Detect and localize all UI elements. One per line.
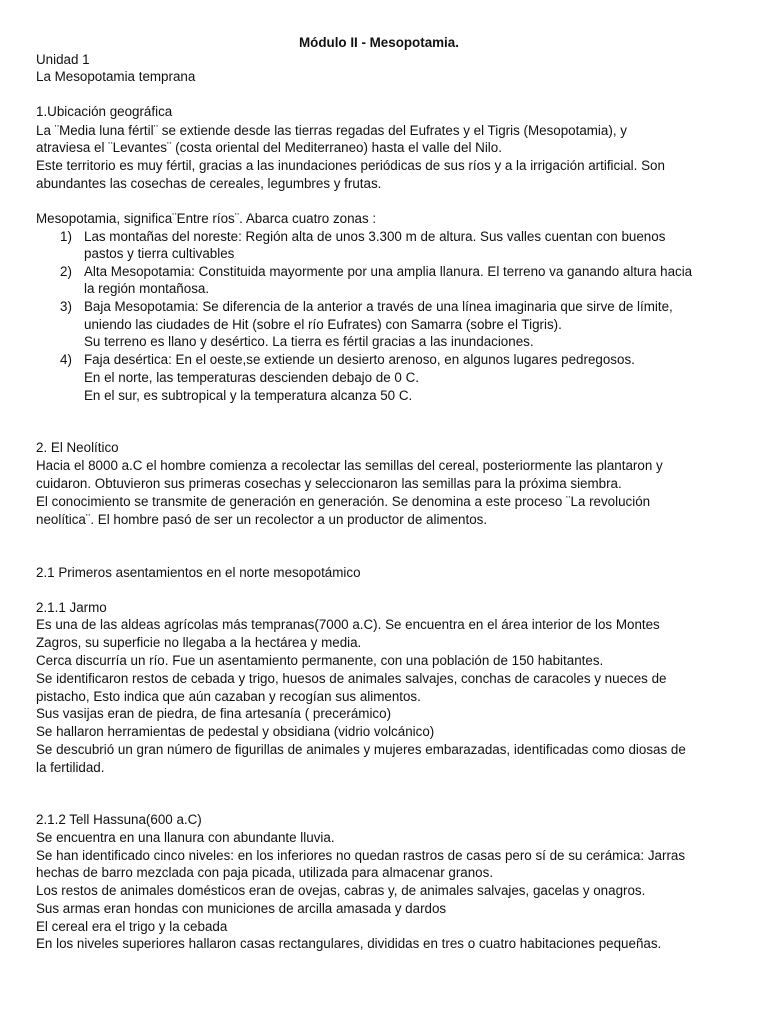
paragraph-line: cuidaron. Obtuvieron sus primeras cosechas y seleccionaron las semillas para la próxima siembra. <box>36 476 622 491</box>
paragraph-line: Se descubrió un gran número de figurillas de animales y mujeres embarazadas, identificadas como diosas de <box>36 742 686 757</box>
paragraph-line: Se hallaron herramientas de pedestal y obsidiana (vidrio volcánico) <box>36 724 435 739</box>
document-subtitle: La Mesopotamia temprana <box>36 69 196 84</box>
paragraph-line: Se identificaron restos de cebada y trigo, huesos de animales salvajes, conchas de caracoles y nueces de <box>36 671 667 686</box>
list-item-line: Las montañas del noreste: Región alta de unos 3.300 m de altura. Sus valles cuentan con buenos <box>84 229 666 244</box>
list-number: 1) <box>60 229 72 244</box>
paragraph-line: Se han identificado cinco niveles: en los inferiores no quedan rastros de casas pero sí de su cerámica: Jarras <box>36 848 686 863</box>
paragraph-line: Los restos de animales domésticos eran de ovejas, cabras y, de animales salvajes, gacelas y onagros. <box>36 883 646 898</box>
list-item-line: Faja desértica: En el oeste,se extiende un desierto arenoso, en algunos lugares pedregosos. <box>84 352 635 367</box>
list-item-line: Su terreno es llano y desértico. La tierra es fértil gracias a las inundaciones. <box>84 334 534 349</box>
section-heading: 2. El Neolítico <box>36 440 119 455</box>
paragraph-line: Zagros, su superficie no llegaba a la hectárea y media. <box>36 635 362 650</box>
document-title: Módulo II - Mesopotamia. <box>299 35 459 50</box>
paragraph-line: Sus vasijas eran de piedra, de fina artesanía ( precerámico) <box>36 706 392 721</box>
paragraph-line: En los niveles superiores hallaron casas rectangulares, divididas en tres o cuatro habitaciones pequeñas. <box>36 936 662 951</box>
list-number: 4) <box>60 352 72 367</box>
section-heading: 1.Ubicación geográfica <box>36 104 173 119</box>
paragraph-line: abundantes las cosechas de cereales, legumbres y frutas. <box>36 176 382 191</box>
paragraph-line: hechas de barro mezclada con paja picada, utilizada para almacenar granos. <box>36 865 494 880</box>
list-item-line: la región montañosa. <box>84 281 210 296</box>
paragraph-line: Mesopotamia, significa¨Entre ríos¨. Abarca cuatro zonas : <box>36 211 377 226</box>
unit-label: Unidad 1 <box>36 52 90 67</box>
paragraph-line: El conocimiento se transmite de generación en generación. Se denomina a este proceso ¨La revolución <box>36 494 651 509</box>
paragraph-line: Sus armas eran hondas con municiones de arcilla amasada y dardos <box>36 901 447 916</box>
paragraph-line: la fertilidad. <box>36 760 105 775</box>
list-number: 2) <box>60 264 72 279</box>
paragraph-line: Se encuentra en una llanura con abundante lluvia. <box>36 830 335 845</box>
paragraph-line: Es una de las aldeas agrícolas más tempranas(7000 a.C). Se encuentra en el área interior de los Montes <box>36 617 660 632</box>
paragraph-line: Cerca discurría un río. Fue un asentamiento permanente, con una población de 150 habitantes. <box>36 653 604 668</box>
paragraph-line: pistacho, Esto indica que aún cazaban y recogían sus alimentos. <box>36 689 421 704</box>
list-item-line: pastos y tierra cultivables <box>84 246 235 261</box>
list-item-line: uniendo las ciudades de Hit (sobre el río Eufrates) con Samarra (sobre el Tigris). <box>84 317 562 332</box>
list-item-line: En el norte, las temperaturas descienden debajo de 0 C. <box>84 370 419 385</box>
section-heading: 2.1.2 Tell Hassuna(600 a.C) <box>36 812 202 827</box>
paragraph-line: neolítica¨. El hombre pasó de ser un recolector a un productor de alimentos. <box>36 512 488 527</box>
list-item-line: En el sur, es subtropical y la temperatura alcanza 50 C. <box>84 388 413 403</box>
list-item-line: Baja Mesopotamia: Se diferencia de la anterior a través de una línea imaginaria que sirve de límite, <box>84 299 673 314</box>
list-item-line: Alta Mesopotamia: Constituida mayormente por una amplia llanura. El terreno va ganando altura hacia <box>84 264 693 279</box>
section-heading: 2.1.1 Jarmo <box>36 600 107 615</box>
paragraph-line: atraviesa el ¨Levantes¨ (costa oriental del Mediterraneo) hasta el valle del Nilo. <box>36 140 502 155</box>
paragraph-line: El cereal era el trigo y la cebada <box>36 919 228 934</box>
paragraph-line: La ¨Media luna fértil¨ se extiende desde las tierras regadas del Eufrates y el Tigris (Mesopotamia), y <box>36 123 627 138</box>
paragraph-line: Este territorio es muy fértil, gracias a las inundaciones periódicas de sus ríos y a la irrigación artificial. Son <box>36 158 665 173</box>
section-heading: 2.1 Primeros asentamientos en el norte mesopotámico <box>36 565 361 580</box>
paragraph-line: Hacia el 8000 a.C el hombre comienza a recolectar las semillas del cereal, posteriormente las plantaron y <box>36 458 663 473</box>
list-number: 3) <box>60 299 72 314</box>
